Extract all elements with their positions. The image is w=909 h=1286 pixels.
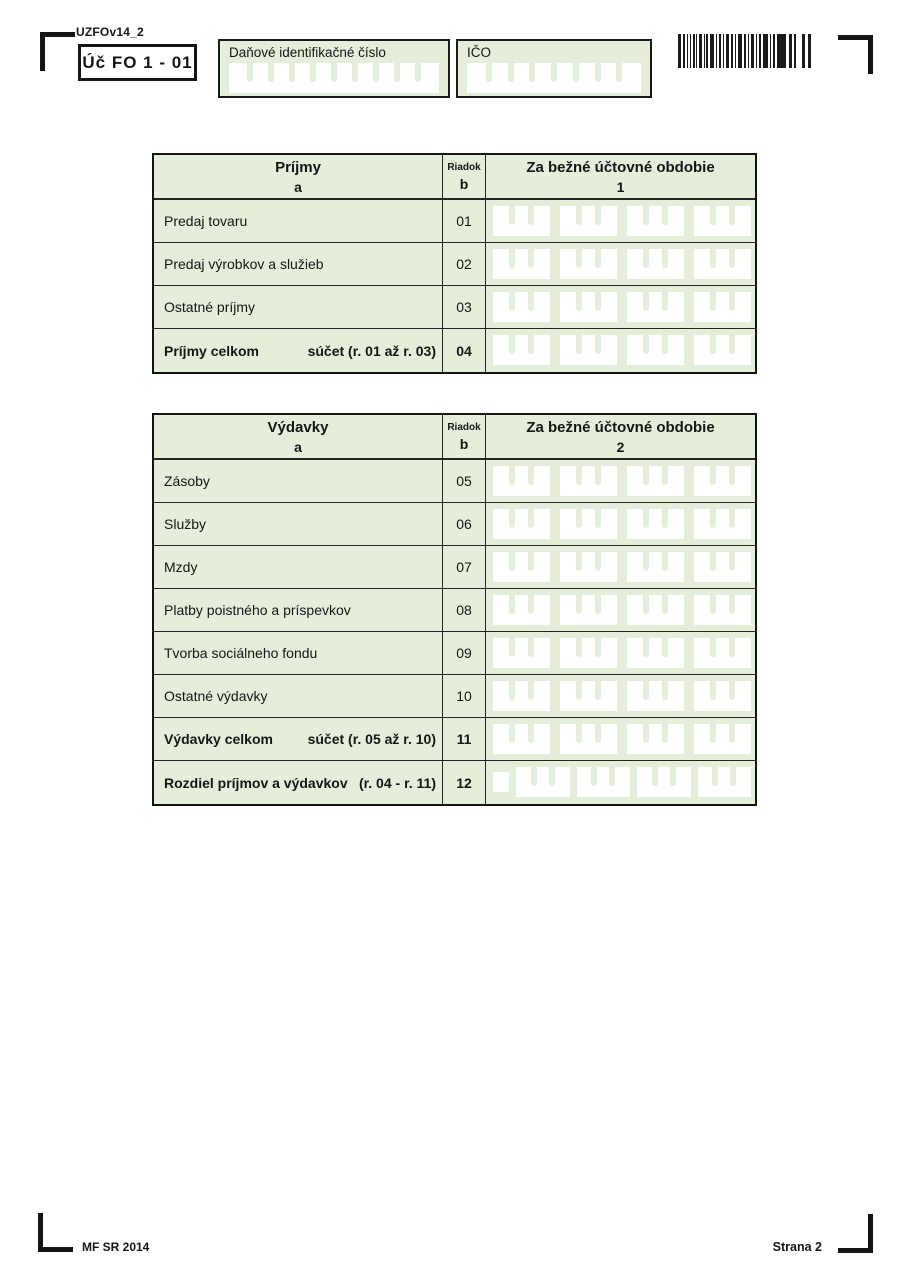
amount-field-r12[interactable] (493, 767, 751, 797)
comb-divider (643, 595, 649, 614)
amount-field-r08[interactable] (493, 595, 751, 625)
digit-group (560, 249, 617, 279)
amount-field-r04[interactable] (493, 335, 751, 365)
comb-divider (415, 63, 421, 82)
comb-divider (509, 638, 515, 657)
digit-group (577, 767, 631, 797)
digit-group (560, 206, 617, 236)
comb-divider (710, 552, 716, 571)
amount-field-r02[interactable] (493, 249, 751, 279)
digit-group (694, 595, 751, 625)
table-vydavky (152, 413, 757, 806)
comb-divider (662, 335, 668, 354)
comb-divider (373, 63, 379, 82)
comb-divider (729, 249, 735, 268)
comb-divider (528, 638, 534, 657)
digit-group (516, 767, 570, 797)
digit-group (694, 638, 751, 668)
digit-group (493, 595, 550, 625)
row-line-number: 02 (443, 243, 486, 285)
table-row (154, 546, 755, 589)
comb-divider (528, 206, 534, 225)
comb-divider (528, 335, 534, 354)
table-row (154, 675, 755, 718)
digit-group (560, 466, 617, 496)
comb-divider (595, 681, 601, 700)
comb-divider (643, 552, 649, 571)
comb-divider (710, 595, 716, 614)
comb-divider (528, 249, 534, 268)
row-line-number: 06 (443, 503, 486, 545)
comb-divider (331, 63, 337, 82)
amount-field-r10[interactable] (493, 681, 751, 711)
comb-divider (662, 595, 668, 614)
comb-divider (710, 249, 716, 268)
comb-divider (509, 466, 515, 485)
crop-mark-top-left (40, 32, 75, 71)
ico-input[interactable] (467, 63, 641, 93)
row-label: Predaj tovaru (164, 213, 248, 229)
row-label: Zásoby (164, 473, 210, 489)
comb-divider (576, 724, 582, 743)
table-prijmy (152, 153, 757, 374)
comb-divider (310, 63, 316, 82)
comb-divider (595, 63, 601, 82)
row-line-number: 10 (443, 675, 486, 717)
comb-divider (289, 63, 295, 82)
row-line-number: 11 (443, 718, 486, 760)
table-vydavky-header (154, 415, 755, 460)
comb-divider (595, 724, 601, 743)
col-b-title: Riadok (447, 161, 481, 173)
comb-divider (528, 466, 534, 485)
comb-divider (528, 595, 534, 614)
comb-divider (643, 509, 649, 528)
comb-divider (729, 724, 735, 743)
col-c-sub: 2 (616, 438, 625, 455)
comb-divider (394, 63, 400, 82)
comb-divider (531, 767, 537, 786)
comb-divider (528, 509, 534, 528)
digit-group (627, 249, 684, 279)
table-row (154, 200, 755, 243)
col-a-title: Príjmy (275, 158, 321, 176)
comb-divider (247, 63, 253, 82)
comb-divider (509, 292, 515, 311)
digit-group (493, 638, 550, 668)
row-line-number: 05 (443, 460, 486, 502)
digit-group (694, 335, 751, 365)
comb-divider (509, 206, 515, 225)
digit-group (560, 724, 617, 754)
comb-divider (643, 206, 649, 225)
comb-divider (730, 767, 736, 786)
comb-divider (729, 206, 735, 225)
digit-group (627, 509, 684, 539)
comb-divider (595, 552, 601, 571)
comb-divider (643, 249, 649, 268)
comb-divider (576, 681, 582, 700)
digit-group (627, 638, 684, 668)
digit-group (493, 724, 550, 754)
barcode-icon (678, 34, 813, 68)
comb-divider (573, 63, 579, 82)
digit-group (694, 509, 751, 539)
comb-divider (576, 249, 582, 268)
comb-divider (352, 63, 358, 82)
comb-divider (643, 292, 649, 311)
row-line-number: 07 (443, 546, 486, 588)
table-row (154, 243, 755, 286)
amount-field-r01[interactable] (493, 206, 751, 236)
row-line-number: 03 (443, 286, 486, 328)
comb-divider (576, 292, 582, 311)
comb-divider (576, 552, 582, 571)
footer-page-number: Strana 2 (772, 1240, 822, 1254)
table-row (154, 286, 755, 329)
digit-group (694, 249, 751, 279)
col-a-sub: a (294, 438, 302, 455)
comb-divider (643, 638, 649, 657)
comb-divider (508, 63, 514, 82)
comb-divider (643, 466, 649, 485)
row-label: Platby poistného a príspevkov (164, 602, 351, 618)
comb-divider (509, 595, 515, 614)
col-b-sub: b (459, 435, 469, 452)
digit-group (627, 206, 684, 236)
comb-divider (486, 63, 492, 82)
ico-box (456, 39, 652, 98)
digit-group (694, 552, 751, 582)
digit-group (493, 552, 550, 582)
comb-divider (662, 466, 668, 485)
digit-group (493, 466, 550, 496)
digit-group (493, 681, 550, 711)
digit-group (698, 767, 752, 797)
digit-group (493, 292, 550, 322)
row-formula: súčet (r. 05 až r. 10) (307, 731, 436, 747)
digit-group (627, 466, 684, 496)
row-label: Príjmy celkom (164, 342, 259, 359)
digit-group (627, 335, 684, 365)
amount-field-r09[interactable] (493, 638, 751, 668)
digit-group (627, 292, 684, 322)
comb-divider (595, 249, 601, 268)
tax-id-input[interactable] (229, 63, 439, 93)
amount-field-r11[interactable] (493, 724, 751, 754)
row-line-number: 04 (443, 329, 486, 372)
comb-divider (576, 466, 582, 485)
comb-divider (662, 681, 668, 700)
digit-group (560, 335, 617, 365)
table-row (154, 460, 755, 503)
digit-group (493, 206, 550, 236)
tax-id-label: Daňové identifikačné číslo (229, 45, 386, 60)
digit-group (493, 509, 550, 539)
amount-field-r06[interactable] (493, 509, 751, 539)
comb-divider (729, 509, 735, 528)
comb-divider (576, 509, 582, 528)
form-version-code: UZFOv14_2 (76, 25, 144, 39)
crop-mark-top-right (838, 35, 873, 74)
row-label: Predaj výrobkov a služieb (164, 256, 324, 272)
row-formula: súčet (r. 01 až r. 03) (307, 342, 436, 359)
comb-divider (670, 767, 676, 786)
comb-divider (509, 681, 515, 700)
amount-field-r03[interactable] (493, 292, 751, 322)
footer-publisher: MF SR 2014 (82, 1240, 150, 1254)
crop-mark-bottom-right (838, 1214, 873, 1253)
row-label: Služby (164, 516, 207, 532)
digit-group (627, 681, 684, 711)
digit-group (560, 681, 617, 711)
comb-divider (609, 767, 615, 786)
comb-divider (595, 206, 601, 225)
col-c-sub: 1 (616, 178, 625, 195)
digit-group (694, 292, 751, 322)
amount-field-r07[interactable] (493, 552, 751, 582)
comb-divider (652, 767, 658, 786)
table-prijmy-header (154, 155, 755, 200)
comb-divider (710, 292, 716, 311)
digit-group (560, 292, 617, 322)
table-row (154, 632, 755, 675)
digit-group (493, 249, 550, 279)
row-label: Výdavky celkom (164, 731, 273, 747)
comb-divider (595, 335, 601, 354)
comb-divider (662, 509, 668, 528)
row-label: Tvorba sociálneho fondu (164, 645, 318, 661)
comb-divider (595, 638, 601, 657)
col-c-title: Za bežné účtovné obdobie (526, 418, 715, 436)
digit-group (694, 724, 751, 754)
comb-divider (509, 509, 515, 528)
table-row (154, 503, 755, 546)
comb-divider (643, 681, 649, 700)
row-line-number: 12 (443, 761, 486, 804)
table-row (154, 329, 755, 372)
comb-divider (528, 292, 534, 311)
comb-divider (662, 206, 668, 225)
ico-label: IČO (467, 45, 492, 60)
row-label: Ostatné výdavky (164, 688, 268, 704)
comb-divider (710, 206, 716, 225)
comb-divider (710, 466, 716, 485)
crop-mark-bottom-left (38, 1213, 73, 1252)
digit-group (627, 724, 684, 754)
comb-divider (662, 724, 668, 743)
comb-divider (662, 249, 668, 268)
col-b-title: Riadok (447, 421, 481, 433)
comb-divider (710, 509, 716, 528)
row-formula: (r. 04 - r. 11) (358, 774, 436, 791)
comb-divider (729, 595, 735, 614)
comb-divider (616, 63, 622, 82)
comb-divider (729, 292, 735, 311)
col-a-sub: a (294, 178, 302, 195)
comb-divider (643, 724, 649, 743)
comb-divider (528, 724, 534, 743)
comb-divider (643, 335, 649, 354)
amount-field-r05[interactable] (493, 466, 751, 496)
comb-divider (509, 552, 515, 571)
comb-divider (576, 206, 582, 225)
col-b-sub: b (459, 175, 469, 192)
row-label: Mzdy (164, 559, 198, 575)
comb-divider (551, 63, 557, 82)
form-id-box: Úč FO 1 - 01 (78, 44, 197, 81)
digit-group (560, 595, 617, 625)
digit-group (694, 466, 751, 496)
digit-group (493, 335, 550, 365)
digit-group (560, 509, 617, 539)
comb-divider (268, 63, 274, 82)
comb-divider (509, 724, 515, 743)
comb-divider (729, 681, 735, 700)
row-line-number: 01 (443, 200, 486, 242)
row-label: Ostatné príjmy (164, 299, 256, 315)
comb-divider (576, 595, 582, 614)
comb-divider (662, 638, 668, 657)
digit-group (627, 552, 684, 582)
comb-divider (529, 63, 535, 82)
table-row (154, 761, 755, 804)
col-c-title: Za bežné účtovné obdobie (526, 158, 715, 176)
row-line-number: 08 (443, 589, 486, 631)
digit-group (694, 206, 751, 236)
comb-divider (710, 638, 716, 657)
comb-divider (595, 466, 601, 485)
digit-group (694, 681, 751, 711)
comb-divider (509, 249, 515, 268)
comb-divider (729, 638, 735, 657)
comb-divider (662, 552, 668, 571)
col-a-title: Výdavky (267, 418, 329, 436)
comb-divider (729, 335, 735, 354)
comb-divider (576, 335, 582, 354)
comb-divider (509, 335, 515, 354)
digit-group (627, 595, 684, 625)
table-row (154, 718, 755, 761)
comb-divider (528, 552, 534, 571)
digit-group (637, 767, 691, 797)
row-line-number: 09 (443, 632, 486, 674)
comb-divider (528, 681, 534, 700)
digit-group (560, 552, 617, 582)
row-label: Rozdiel príjmov a výdavkov (164, 774, 348, 791)
comb-divider (729, 466, 735, 485)
tax-id-box (218, 39, 450, 98)
comb-divider (712, 767, 718, 786)
comb-divider (729, 552, 735, 571)
comb-divider (595, 509, 601, 528)
comb-divider (710, 724, 716, 743)
digit-group (560, 638, 617, 668)
comb-divider (549, 767, 555, 786)
comb-divider (595, 292, 601, 311)
comb-divider (662, 292, 668, 311)
comb-divider (710, 335, 716, 354)
comb-divider (591, 767, 597, 786)
table-row (154, 589, 755, 632)
comb-divider (595, 595, 601, 614)
comb-divider (576, 638, 582, 657)
comb-divider (710, 681, 716, 700)
sign-box (493, 772, 509, 792)
